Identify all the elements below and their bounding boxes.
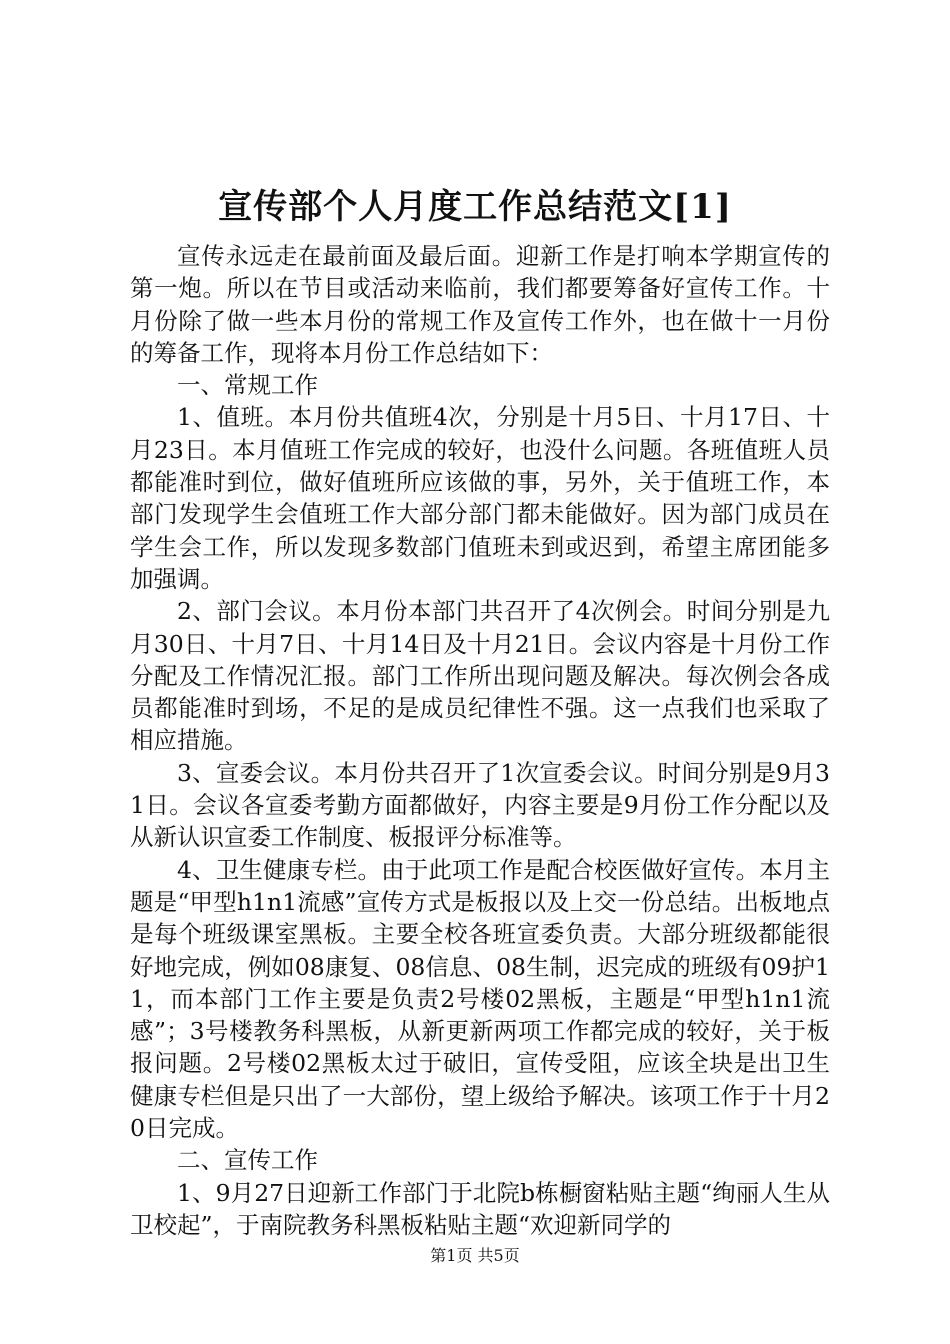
document-body — [130, 240, 830, 1241]
section-heading-routine: 一、常规工作 — [177, 371, 318, 400]
paragraph-welcome-publicity: 1、9月27日迎新工作部门于北院b栋橱窗粘贴主题“绚丽人生从卫校起”，于南院教务科黑板粘贴主题“欢迎新同学的 — [130, 1178, 830, 1239]
document-title: 宣传部个人月度工作总结范文[1] — [218, 187, 732, 227]
paragraph-meetings: 2、部门会议。本月份本部门共召开了4次例会。时间分别是九月30日、十月7日、十月14日及十月21日。会议内容是十月份工作分配及工作情况汇报。部门工作所出现问题及解决。每次例会各成员都能准时到场，不足的是成员纪律性不强。这一点我们也采取了相应措施。 — [130, 597, 830, 755]
page-footer: 第1页 共5页 — [430, 1246, 520, 1265]
paragraph-intro: 宣传永远走在最前面及最后面。迎新工作是打响本学期宣传的第一炮。所以在节目或活动来临前，我们都要筹备好宣传工作。十月份除了做一些本月份的常规工作及宣传工作外，也在做十一月份的筹备工作，现将本月份工作总结如下： — [130, 242, 830, 367]
paragraph-committee-meeting: 3、宣委会议。本月份共召开了1次宣委会议。时间分别是9月31日。会议各宣委考勤方面都做好，内容主要是9月份工作分配以及从新认识宣委工作制度、板报评分标准等。 — [130, 758, 830, 852]
paragraph-duty: 1、值班。本月份共值班4次，分别是十月5日、十月17日、十月23日。本月值班工作完成的较好，也没什么问题。各班值班人员都能准时到位，做好值班所应该做的事，另外，关于值班工作，本部门发现学生会值班工作大部分部门都未能做好。因为部门成员在学生会工作，所以发现多数部门值班未到或迟到，希望主席团能多加强调。 — [130, 403, 830, 593]
paragraph-health-column: 4、卫生健康专栏。由于此项工作是配合校医做好宣传。本月主题是“甲型h1n1流感”宣传方式是板报以及上交一份总结。出板地点是每个班级课室黑板。主要全校各班宣委负责。大部分班级都能很好地完成，例如08康复、08信息、08生制，迟完成的班级有09护11，而本部门工作主要是负责2号楼02黑板，主题是“甲型h1n1流感”；3号楼教务科黑板，从新更新两项工作都完成的较好，关于板报问题。2号楼02黑板太过于破旧，宣传受阻，应该全块是出卫生健康专栏但是只出了一大部份，望上级给予解决。该项工作于十月20日完成。 — [130, 855, 830, 1143]
section-heading-publicity: 二、宣传工作 — [177, 1146, 318, 1175]
